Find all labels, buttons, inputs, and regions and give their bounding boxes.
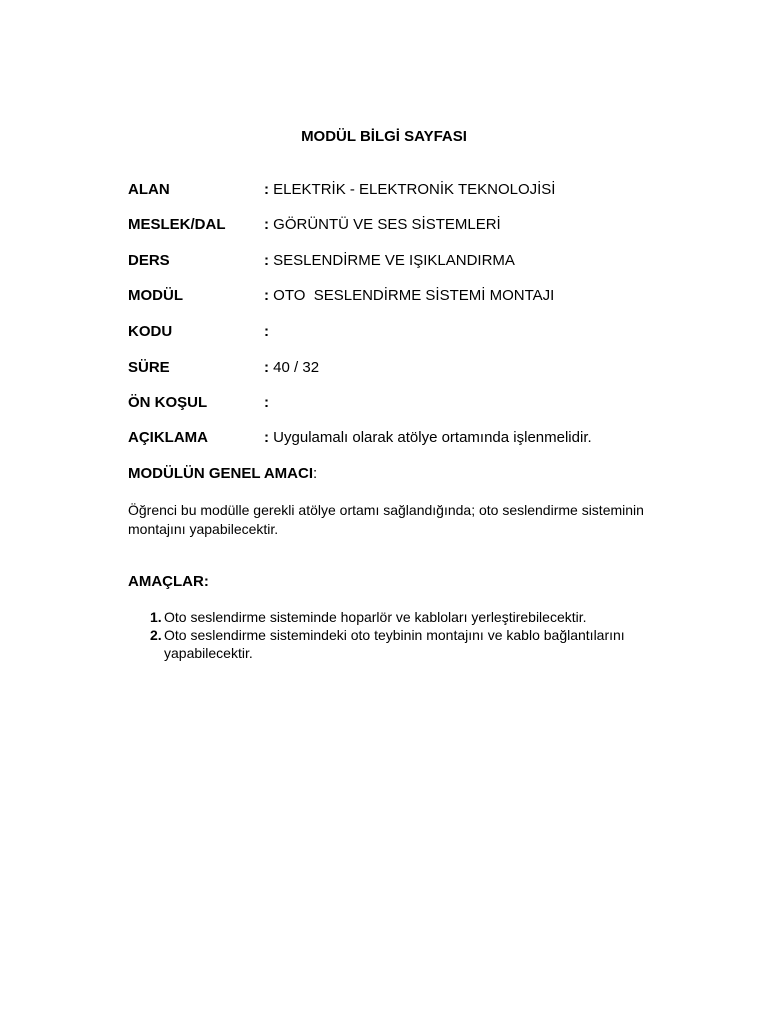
info-value: Uygulamalı olarak atölye ortamında işlenmelidir.	[273, 429, 592, 446]
info-value: GÖRÜNTÜ VE SES SİSTEMLERİ	[273, 216, 501, 233]
info-label: KODU	[128, 323, 173, 340]
general-aim-heading	[128, 464, 317, 484]
goal-item	[150, 608, 690, 626]
info-value-container	[264, 393, 269, 413]
info-value-container	[264, 180, 555, 200]
info-label: DERS	[128, 252, 170, 269]
info-value-container	[264, 251, 515, 271]
info-label: ÖN KOŞUL	[128, 394, 208, 411]
info-colon: :	[264, 252, 269, 269]
goals-heading: AMAÇLAR:	[128, 573, 209, 590]
info-value: OTO SESLENDİRME SİSTEMİ MONTAJI	[273, 287, 555, 304]
info-label: MODÜL	[128, 287, 183, 304]
info-value: SESLENDİRME VE IŞIKLANDIRMA	[273, 252, 515, 269]
info-colon: :	[264, 323, 269, 340]
page-title: MODÜL BİLGİ SAYFASI	[301, 128, 467, 145]
info-label: SÜRE	[128, 359, 170, 376]
info-colon: :	[264, 216, 269, 233]
info-value-container	[264, 428, 592, 448]
info-colon: :	[264, 359, 269, 376]
info-label: ALAN	[128, 181, 170, 198]
info-colon: :	[264, 181, 269, 198]
info-value-container	[264, 215, 501, 235]
goal-number: 1.	[150, 609, 162, 625]
goal-text: Oto seslendirme sisteminde hoparlör ve kabloları yerleştirebilecektir.	[164, 609, 587, 625]
info-label: AÇIKLAMA	[128, 429, 208, 446]
info-value: ELEKTRİK - ELEKTRONİK TEKNOLOJİSİ	[273, 181, 556, 198]
goal-text: Oto seslendirme sistemindeki oto teybinin montajını ve kablo bağlantılarını yapabilecektir.	[164, 627, 625, 661]
goals-list	[150, 608, 690, 662]
info-colon: :	[264, 287, 269, 304]
general-aim-text: Öğrenci bu modülle gerekli atölye ortamı sağlandığında; oto seslendirme sisteminin montajını yapabilecektir.	[128, 502, 644, 537]
goal-item	[150, 626, 690, 662]
info-value: 40 / 32	[273, 359, 320, 376]
info-colon: :	[264, 429, 269, 446]
goal-number: 2.	[150, 627, 162, 643]
info-value-container	[264, 286, 554, 306]
info-label: MESLEK/DAL	[128, 216, 226, 233]
info-value-container	[264, 358, 319, 378]
info-value-container	[264, 322, 269, 342]
info-colon: :	[264, 394, 269, 411]
general-aim-heading-colon: :	[313, 465, 318, 482]
general-aim-heading-text: MODÜLÜN GENEL AMACI	[128, 465, 313, 482]
